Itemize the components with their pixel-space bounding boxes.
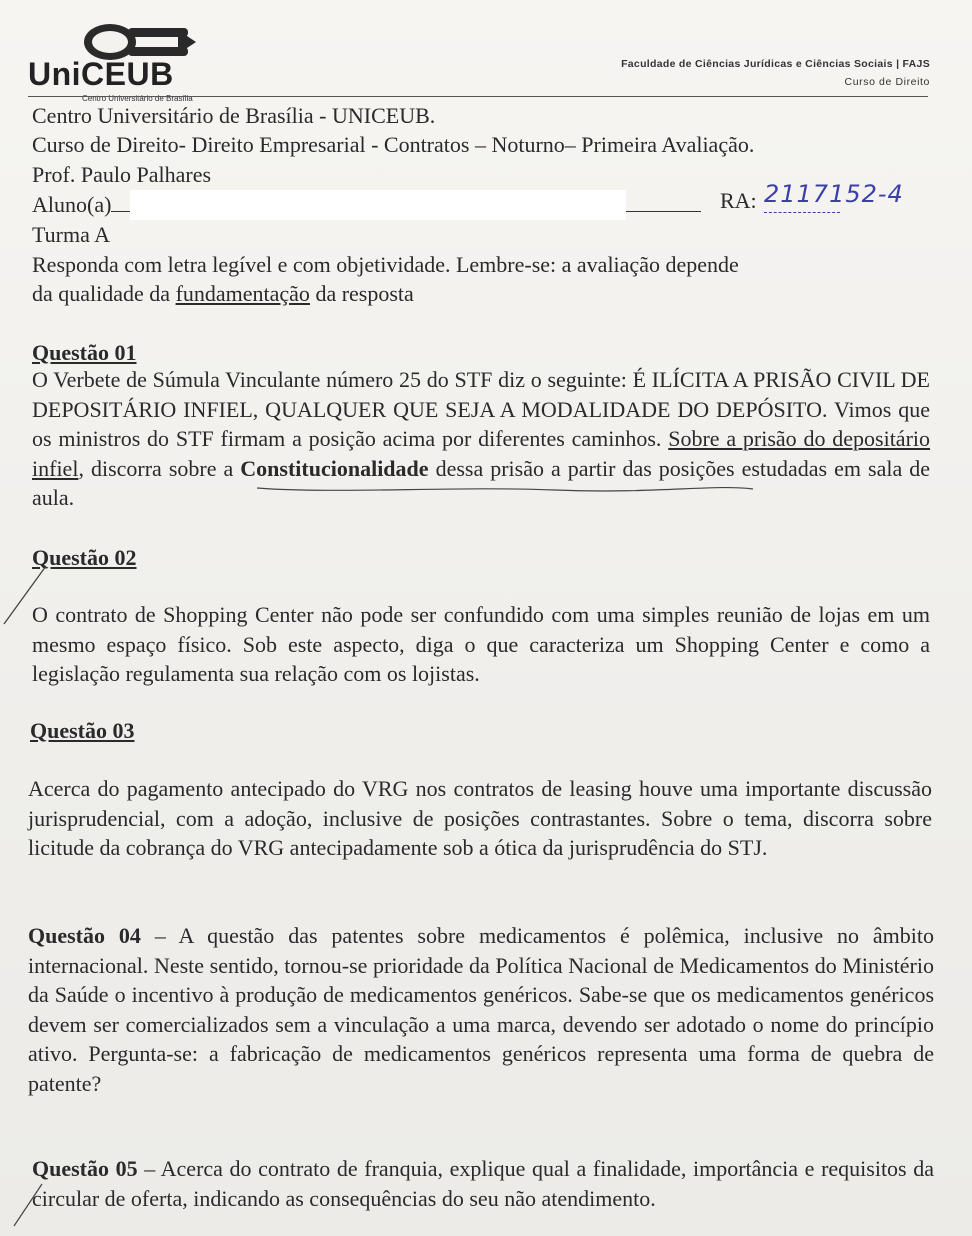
question-03-text: Acerca do pagamento antecipado do VRG nos contratos de leasing houve uma importante discussão jurisprudencial, com a adoção, inclusive de posições contrastantes. Sobre o tema, discorra sobre licitude da cobrança do VRG antecipadamente sob a ótica da jurisprudência do STJ. <box>28 776 932 860</box>
question-04-title: Questão 04 <box>28 923 141 948</box>
ra-handwritten-value: 2117152-4 <box>764 180 904 208</box>
question-03-title: Questão 03 <box>30 718 135 743</box>
question-05-text: Questão 05 – Acerca do contrato de franquia, explique qual a finalidade, importância e requisitos da circular de oferta, indicando as consequências do seu não atendimento. <box>32 1156 935 1211</box>
instruction-line-2: da qualidade da fundamentação da resposta <box>32 281 414 306</box>
logo-subtitle: Centro Universitário de Brasília <box>82 94 193 103</box>
class-line: Turma A <box>32 222 111 247</box>
ra-underline <box>764 212 840 213</box>
question-04-text: Questão 04 – A questão das patentes sobre medicamentos é polêmica, inclusive no âmbito internacional. Neste sentido, tornou-se prioridade da Política Nacional de Medicamentos do Ministério da Saúde o incentivo à produção de medicamentos genéricos. Sabe-se que os medicamentos genéricos devem ser comercializados sem a vinculação a uma marca, devendo ser adotado o nome do princípio ativo. Pergunta-se: a fabricação de medicamentos genéricos representa uma forma de quebra de patente? <box>28 923 934 1096</box>
course-line: Curso de Direito- Direito Empresarial - Contratos – Noturno– Primeira Avaliação. <box>32 132 755 157</box>
header-divider <box>28 96 928 97</box>
fundamentacao-underlined: fundamentação <box>175 281 310 306</box>
question-02-text: O contrato de Shopping Center não pode ser confundido com uma simples reunião de lojas em um mesmo espaço físico. Sob este aspecto, diga o que caracteriza um Shopping Center e como a legislação regulamenta sua relação com os lojistas. <box>32 602 930 686</box>
institution-line: Centro Universitário de Brasília - UNICEUB. <box>32 103 436 128</box>
logo-text: UniCEUB <box>28 56 174 92</box>
pen-underline-mark <box>255 480 755 496</box>
course-name: Curso de Direito <box>844 76 930 88</box>
instruction-line-1: Responda com letra legível e com objetividade. Lembre-se: a avaliação depende <box>32 252 739 277</box>
question-01-underlined: Sobre a prisão do depositário infiel <box>32 426 931 481</box>
ra-label: RA: <box>720 188 757 213</box>
question-02-title: Questão 02 <box>32 545 137 570</box>
faculty-name: Faculdade de Ciências Jurídicas e Ciências Sociais | FAJS <box>621 58 930 70</box>
question-01-bold: Constitucionalidade <box>240 455 429 481</box>
student-label: Aluno(a) <box>32 192 112 217</box>
question-01-title: Questão 01 <box>32 340 137 365</box>
professor-line: Prof. Paulo Palhares <box>32 162 212 187</box>
uniceub-logo <box>28 20 228 103</box>
redacted-student-name <box>130 190 626 220</box>
pen-margin-mark <box>8 1180 48 1230</box>
question-05-title: Questão 05 <box>32 1156 138 1181</box>
question-01-text: O Verbete de Súmula Vinculante número 25 do STF diz o seguinte: É ILÍCITA A PRISÃO CIVIL DE DEPOSITÁRIO INFIEL, QUALQUER QUE SEJA A MODALIDADE DO DEPÓSITO. Vimos que os ministros do STF firmam a posição acima por diferentes caminhos. Sobre a prisão do depositário infiel, discorra sobre a Constitucionalidade dessa prisão a partir das posições estudadas em sala de aula. <box>32 367 931 510</box>
